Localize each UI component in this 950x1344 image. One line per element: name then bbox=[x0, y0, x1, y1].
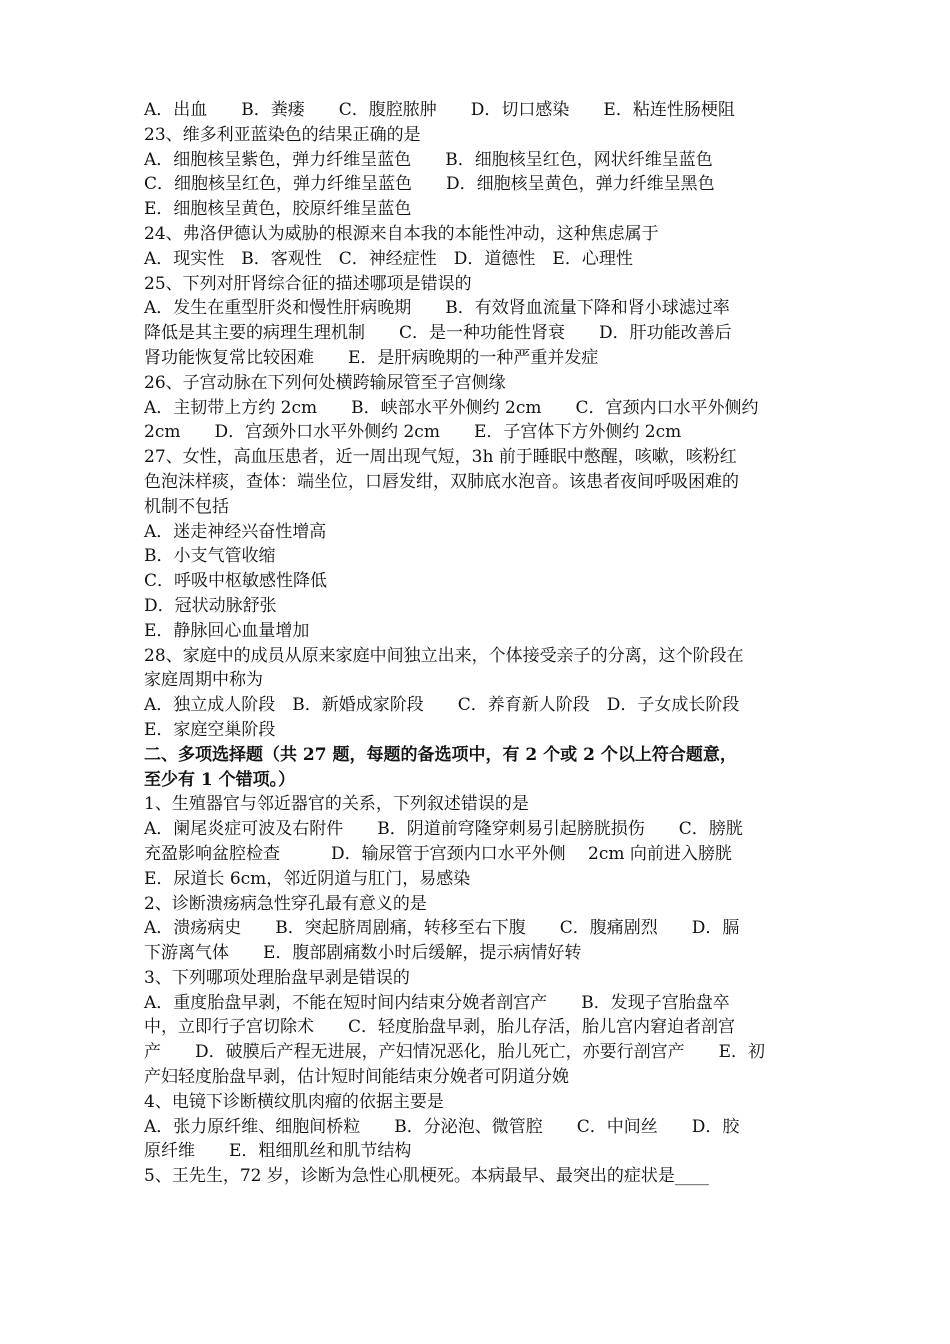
text-line: 产 D．破膜后产程无进展，产妇情况恶化，胎儿死亡，亦要行剖宫产 E．初 bbox=[144, 1042, 766, 1063]
text-line: E．细胞核呈黄色，胶原纤维呈蓝色 bbox=[144, 199, 412, 220]
text-line: 机制不包括 bbox=[144, 496, 229, 517]
text-line: E．尿道长 6cm，邻近阴道与肛门，易感染 bbox=[144, 868, 471, 889]
text-line: 28、家庭中的成员从原来家庭中间独立出来，个体接受亲子的分离，这个阶段在 bbox=[144, 645, 744, 666]
text-line: 2cm D．宫颈外口水平外侧约 2cm E．子宫体下方外侧约 2cm bbox=[144, 422, 682, 443]
text-line: A．细胞核呈紫色，弹力纤维呈蓝色 B．细胞核呈红色，网状纤维呈蓝色 bbox=[144, 149, 713, 170]
text-line: 降低是其主要的病理生理机制 C．是一种功能性肾衰 D．肝功能改善后 bbox=[144, 323, 732, 344]
text-line: 3、下列哪项处理胎盘早剥是错误的 bbox=[144, 967, 410, 988]
text-line: 23、维多利亚蓝染色的结果正确的是 bbox=[144, 124, 421, 145]
text-line: 25、下列对肝肾综合征的描述哪项是错误的 bbox=[144, 273, 472, 294]
text-line: A．溃疡病史 B．突起脐周剧痛，转移至右下腹 C．腹痛剧烈 D．膈 bbox=[144, 918, 740, 939]
text-line: A．现实性 B．客观性 C．神经症性 D．道德性 E．心理性 bbox=[144, 248, 633, 269]
text-line: A．张力原纤维、细胞间桥粒 B．分泌泡、微管腔 C．中间丝 D．胶 bbox=[144, 1116, 740, 1137]
text-line: E．家庭空巢阶段 bbox=[144, 719, 276, 740]
text-line: 原纤维 E．粗细肌丝和肌节结构 bbox=[144, 1141, 412, 1162]
text-line: A．发生在重型肝炎和慢性肝病晚期 B．有效肾血流量下降和肾小球滤过率 bbox=[144, 298, 730, 319]
text-line: 色泡沫样痰，查体：端坐位，口唇发绀，双肺底水泡音。该患者夜间呼吸困难的 bbox=[144, 471, 739, 492]
section-heading-line: 至少有 1 个错项。） bbox=[144, 769, 296, 790]
text-line: 肾功能恢复常比较困难 E．是肝病晚期的一种严重并发症 bbox=[144, 347, 599, 368]
text-line: A．重度胎盘早剥，不能在短时间内结束分娩者剖宫产 B．发现子宫胎盘卒 bbox=[144, 992, 730, 1013]
text-line: 5、王先生，72 岁，诊断为急性心肌梗死。本病最早、最突出的症状是____ bbox=[144, 1166, 709, 1187]
text-line: A．独立成人阶段 B．新婚成家阶段 C．养育新人阶段 D．子女成长阶段 bbox=[144, 695, 740, 716]
text-line: 2、诊断溃疡病急性穿孔最有意义的是 bbox=[144, 893, 427, 914]
text-line: D．冠状动脉舒张 bbox=[144, 595, 277, 616]
text-line: 1、生殖器官与邻近器官的关系，下列叙述错误的是 bbox=[144, 794, 529, 815]
text-line: B．小支气管收缩 bbox=[144, 546, 276, 567]
text-line: A．迷走神经兴奋性增高 bbox=[144, 521, 327, 542]
text-line: C．细胞核呈红色，弹力纤维呈蓝色 D．细胞核呈黄色，弹力纤维呈黑色 bbox=[144, 174, 715, 195]
text-line: 中，立即行子宫切除术 C．轻度胎盘早剥，胎儿存活，胎儿宫内窘迫者剖宫 bbox=[144, 1017, 736, 1038]
document-page bbox=[144, 98, 816, 1189]
text-line: 下游离气体 E．腹部剧痛数小时后缓解，提示病情好转 bbox=[144, 943, 582, 964]
text-line: C．呼吸中枢敏感性降低 bbox=[144, 571, 328, 592]
text-line: 27、女性，高血压患者，近一周出现气短，3h 前于睡眠中憋醒，咳嗽，咳粉红 bbox=[144, 447, 737, 468]
text-line: 4、电镜下诊断横纹肌肉瘤的依据主要是 bbox=[144, 1091, 444, 1112]
text-line: 充盈影响盆腔检查 D．输尿管于宫颈内口水平外侧 2cm 向前进入膀胱 bbox=[144, 843, 732, 864]
text-line: E．静脉回心血量增加 bbox=[144, 620, 310, 641]
text-line: 24、弗洛伊德认为威胁的根源来自本我的本能性冲动，这种焦虑属于 bbox=[144, 223, 659, 244]
text-line: A．主韧带上方约 2cm B．峡部水平外侧约 2cm C．宫颈内口水平外侧约 bbox=[144, 397, 759, 418]
text-line: 26、子宫动脉在下列何处横跨输尿管至子宫侧缘 bbox=[144, 372, 506, 393]
section-heading-line: 二、多项选择题（共 27 题，每题的备选项中，有 2 个或 2 个以上符合题意， bbox=[144, 744, 737, 765]
text-line: 产妇轻度胎盘早剥，估计短时间能结束分娩者可阴道分娩 bbox=[144, 1067, 569, 1088]
text-line: A．出血 B．粪瘘 C．腹腔脓肿 D．切口感染 E．粘连性肠梗阻 bbox=[144, 100, 735, 120]
text-line: A．阑尾炎症可波及右附件 B．阴道前穹隆穿刺易引起膀胱损伤 C．膀胱 bbox=[144, 819, 743, 840]
text-line: 家庭周期中称为 bbox=[144, 670, 263, 691]
